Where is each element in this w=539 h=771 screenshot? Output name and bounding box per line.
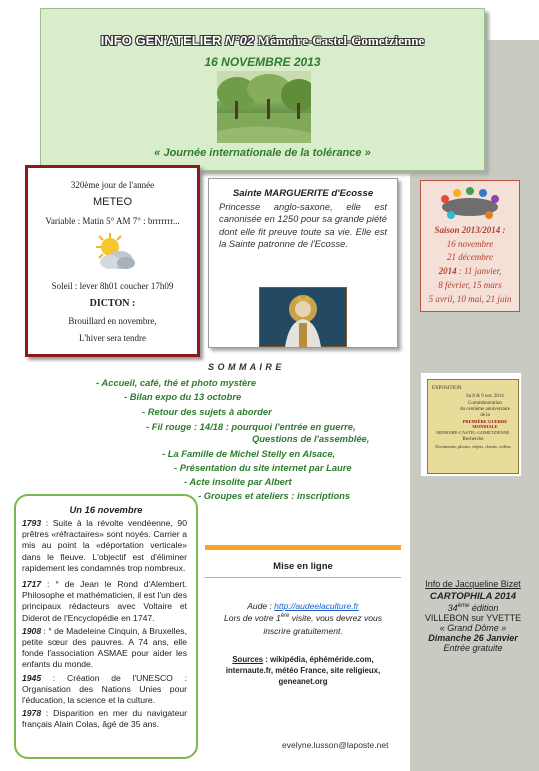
expo-line-5: de la bbox=[480, 413, 490, 418]
saison-heading: Saison 2013/2014 : bbox=[434, 225, 506, 235]
saint-box bbox=[208, 178, 398, 348]
cartophila-info: Info de Jacqueline Bizet bbox=[425, 579, 521, 589]
meteo-heading: METEO bbox=[92, 196, 133, 208]
edition-number: 34 bbox=[447, 603, 458, 613]
visit-text-b: visite, vous devrez vous bbox=[289, 613, 382, 623]
sources-line-2: internaute.fr, météo France, site religieux, bbox=[225, 666, 381, 675]
sources-rest: : wikipédia, éphéméride.com, bbox=[263, 655, 374, 664]
contact-email[interactable]: evelyne.lusson@laposte.net bbox=[282, 740, 389, 750]
cartophila-edition bbox=[413, 603, 533, 613]
newsletter-title bbox=[41, 33, 484, 49]
aude-link[interactable]: http://audeelaculture.fr bbox=[274, 601, 359, 611]
expo-line-6: PREMIÈRE GUERRE MONDIALE bbox=[462, 419, 508, 429]
history-entry-year: 1945 bbox=[22, 672, 42, 683]
cartophila-title: CARTOPHILA 2014 bbox=[429, 591, 517, 602]
cartophila-entry: Entrée gratuite bbox=[443, 643, 503, 653]
history-entry-year: 1908 bbox=[22, 625, 42, 636]
cartophila-town: VILLEBON sur YVETTE bbox=[424, 613, 522, 623]
aude-label: Aude : bbox=[247, 601, 275, 611]
history-entry-text: : ° de Madeleine Cinquin, à Bruxelles, petite sœur des pauvres. A 74 ans, elle fonde l'association ASMAE pour aider les enfants du monde. bbox=[22, 625, 187, 670]
on-this-day-entries bbox=[22, 518, 187, 731]
saison-line-4: 8 février, 15 mars bbox=[438, 280, 502, 290]
sommaire-heading: S O M M A I R E bbox=[208, 362, 282, 372]
history-entry bbox=[22, 579, 187, 624]
sources-line-1 bbox=[205, 655, 401, 664]
visit-line bbox=[205, 613, 401, 623]
history-entry-year: 1978 bbox=[22, 708, 42, 719]
sommaire-item: - Acte insolite par Albert bbox=[184, 476, 292, 487]
saison-box bbox=[420, 180, 520, 312]
sources-line-3: geneanet.org bbox=[278, 677, 328, 686]
title-number: N°02 bbox=[225, 33, 255, 48]
sommaire-item: - Présentation du site internet par Laure bbox=[174, 462, 352, 473]
saison-year: 2014 bbox=[438, 266, 457, 276]
tolerance-day-caption: « Journée internationale de la tolérance » bbox=[154, 147, 371, 159]
saint-name: Sainte MARGUERITE d'Ecosse bbox=[232, 188, 374, 199]
edition-word: édition bbox=[469, 603, 499, 613]
newsletter-date: 16 NOVEMBRE 2013 bbox=[204, 55, 321, 69]
visit-text-a: Lors de votre 1 bbox=[224, 613, 281, 623]
dicton-heading bbox=[28, 298, 197, 309]
sommaire-item: - Fil rouge : 14/18 : pourquoi l'entrée en guerre, bbox=[146, 421, 356, 432]
visit-sup: ère bbox=[280, 613, 290, 620]
mise-en-ligne-box bbox=[205, 545, 401, 690]
history-entry bbox=[22, 708, 187, 730]
history-entry-text: : Suite à la révolte vendéenne, 90 prêtres «réfractaires» sont noyés. Carrier a mis au point la «déportation verticale» dans le fleuve. L'objectif est d'éliminer rapidement les condamnés trop nombreux. bbox=[22, 518, 187, 573]
expo-line-2: Sa 8 & 9 nov 2014 bbox=[466, 394, 504, 399]
expo-poster-inner bbox=[427, 379, 519, 474]
saison-line-2: 21 décembre bbox=[447, 252, 493, 262]
expo-line-7: MEMOIRE-CASTEL-GOMETZIENNE bbox=[436, 430, 510, 435]
saison-line-3 bbox=[421, 266, 519, 276]
expo-line-8: Recherche bbox=[462, 437, 484, 442]
saison-line-5: 5 avril, 10 mai, 21 juin bbox=[428, 294, 512, 304]
orchard-photo bbox=[217, 71, 311, 143]
sources-label: Sources bbox=[232, 655, 264, 664]
expo-poster bbox=[420, 372, 522, 477]
on-this-day-title: Un 16 novembre bbox=[69, 504, 143, 515]
day-of-year: 320ème jour de l'année bbox=[70, 180, 155, 190]
history-entry bbox=[22, 673, 187, 707]
sommaire-item: - Bilan expo du 13 octobre bbox=[124, 391, 242, 402]
cartophila-place: « Grand Dôme » bbox=[439, 623, 507, 633]
orange-rule bbox=[205, 577, 401, 578]
sun-cloud-icon bbox=[28, 231, 197, 277]
sommaire-item: Questions de l'assemblée, bbox=[252, 433, 370, 444]
dicton-colon: : bbox=[129, 298, 136, 309]
saison-line-1: 16 novembre bbox=[446, 239, 494, 249]
history-entry-text: : Création de l'UNESCO : Organisation des Nations Unies pour l'éducation, la science et la culture. bbox=[22, 672, 187, 706]
aude-line bbox=[205, 601, 401, 611]
saison-line-3-rest: : 11 janvier, bbox=[456, 266, 502, 276]
title-prefix: INFO GEN'ATELIER bbox=[100, 33, 222, 48]
dicton-label: DICTON bbox=[89, 298, 130, 309]
cartophila-date: Dimanche 26 Janvier bbox=[428, 633, 518, 643]
edition-sup: ème bbox=[457, 603, 470, 609]
history-entry-year: 1717 bbox=[22, 579, 42, 590]
expo-line-9: Documents, photos, objets, chants, vidéos bbox=[435, 444, 511, 449]
mise-en-ligne-heading: Mise en ligne bbox=[273, 561, 333, 572]
history-entry-text: : ° de Jean le Rond d'Alembert. Philosophe et mathématicien, il est l'un des principaux rédacteurs avec Voltaire et Diderot de l'Encyclopédie en 1747. bbox=[22, 579, 187, 623]
inscription-line: inscrire gratuitement. bbox=[263, 626, 343, 636]
meeting-table-icon bbox=[421, 183, 519, 223]
expo-line-3: Commémoration bbox=[468, 401, 502, 406]
orange-divider bbox=[205, 545, 401, 550]
meteo-box bbox=[25, 165, 200, 357]
dicton-line-2: L'hiver sera tendre bbox=[78, 333, 147, 343]
expo-line-4: du centième anniversaire bbox=[460, 407, 510, 412]
dicton-line-1: Brouillard en novembre, bbox=[68, 316, 157, 326]
sun-times: Soleil : lever 8h01 coucher 17h09 bbox=[51, 281, 174, 291]
cartophila-box bbox=[413, 579, 533, 653]
history-entry bbox=[22, 518, 187, 574]
title-suffix: Mémoire-Castel-Gometzienne bbox=[257, 33, 425, 48]
sommaire-item: - Accueil, café, thé et photo mystère bbox=[96, 377, 257, 388]
newsletter-header bbox=[40, 8, 485, 171]
history-entry-text: : Disparition en mer du navigateur français Alain Colas, âgé de 35 ans. bbox=[22, 708, 187, 730]
saint-text: Princesse anglo-saxone, elle est canonisée en 1250 pour sa grande piété dont elle fit preuve toute sa vie. Elle est la Sainte patronne de l'Ecosse. bbox=[219, 201, 387, 250]
sommaire-item: - Groupes et ateliers : inscriptions bbox=[198, 490, 351, 501]
saint-portrait bbox=[259, 287, 347, 347]
sommaire-item: - Retour des sujets à aborder bbox=[142, 406, 272, 417]
expo-line-1: EXPOSITION bbox=[432, 386, 462, 391]
history-entry-year: 1793 bbox=[22, 518, 42, 528]
meteo-forecast: Variable : Matin 5° AM 7° : brrrrrrr... bbox=[45, 216, 180, 226]
history-entry bbox=[22, 626, 187, 671]
sommaire-item: - La Famille de Michel Stelly en Alsace, bbox=[162, 448, 336, 459]
on-this-day-box bbox=[14, 494, 198, 759]
